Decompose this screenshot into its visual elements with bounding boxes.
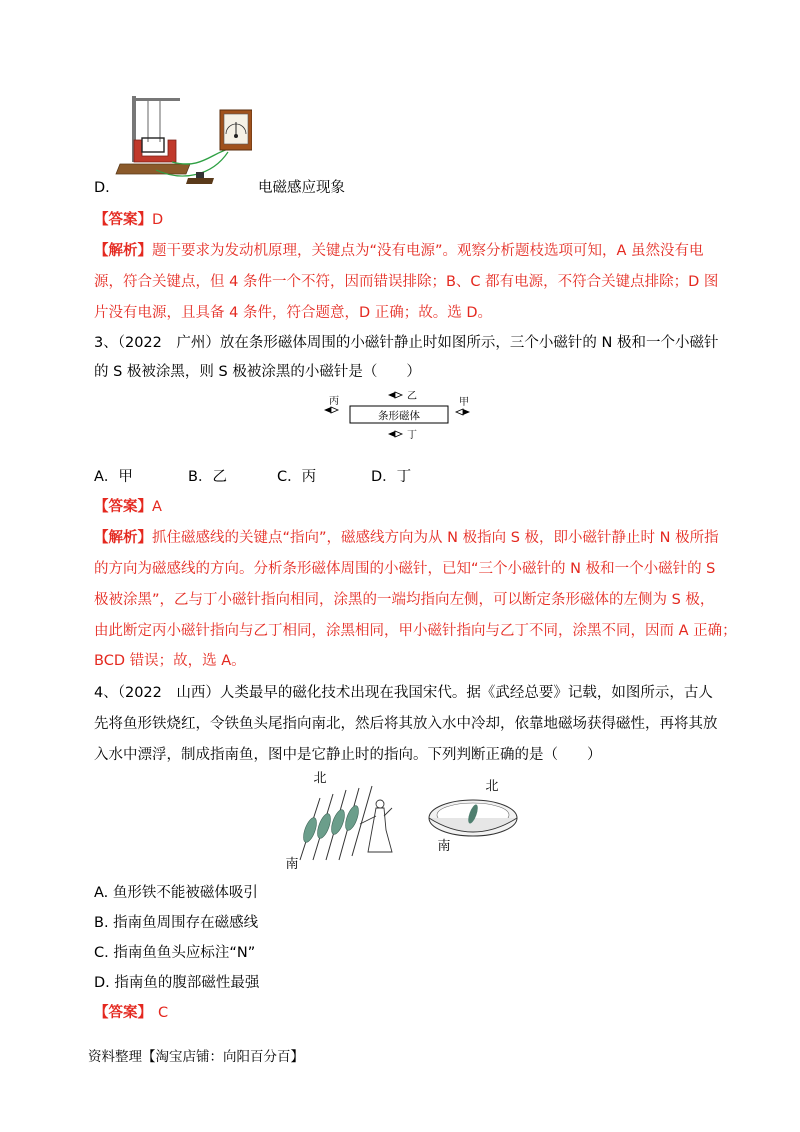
- q4-stem-line-3: 入水中漂浮，制成指南鱼，图中是它静止时的指向。下列判断正确的是（ ）: [94, 747, 602, 763]
- q4-stem-line-1: 4、（2022 山西）人类最早的磁化技术出现在我国宋代。据《武经总要》记载，如图所示，古人: [94, 685, 713, 701]
- q4-option-b: B. 指南鱼周围存在磁感线: [94, 915, 259, 931]
- analysis-text: 题干要求为发动机原理，关键点为“没有电源”。观察分析题枝选项可知，A 虽然没有电: [152, 243, 704, 259]
- q3-option-d: D．丁: [371, 469, 412, 485]
- q3-analysis-line-4: 由此断定丙小磁针指向与乙丁相同，涂黑相同，甲小磁针指向与乙丁不同，涂黑不同，因而 A 正确；: [94, 623, 737, 639]
- needle-jia-label: 甲: [459, 397, 469, 408]
- q3-analysis-line-1: [94, 528, 719, 548]
- bar-magnet-figure: [322, 388, 478, 448]
- analysis-label: 【解析】: [94, 530, 152, 546]
- q3-analysis-line-5: BCD 错误；故，选 A。: [94, 653, 246, 669]
- south-label-right: 南: [437, 839, 451, 854]
- answer-value: C: [158, 1005, 169, 1021]
- analysis-text: 抓住磁感线的关键点“指向”，磁感线方向为从 N 极指向 S 极，即小磁针静止时 N 极所指: [152, 530, 719, 546]
- north-label-left: 北: [313, 771, 327, 786]
- needle-ding-label: 丁: [407, 430, 417, 441]
- answer-label: 【答案】: [94, 499, 152, 515]
- south-label-left: 南: [285, 857, 299, 872]
- q2-option-d-caption: 电磁感应现象: [258, 180, 345, 196]
- answer-label: 【答案】: [94, 1005, 152, 1021]
- answer-label: 【答案】: [94, 212, 152, 228]
- q2-answer: [94, 210, 163, 230]
- ancient-person: [360, 800, 392, 852]
- q3-option-c: C．丙: [277, 469, 317, 485]
- analysis-label: 【解析】: [94, 243, 152, 259]
- needle-ding-white: [395, 431, 402, 437]
- south-pointing-fish-figure: [280, 768, 530, 874]
- q3-answer: [94, 497, 162, 517]
- generator-apparatus-drawing: [112, 90, 252, 190]
- footer-text: 资料整理【淘宝店铺：向阳百分百】: [88, 1049, 304, 1065]
- answer-value: D: [152, 212, 164, 228]
- needle-bing-white: [331, 407, 338, 413]
- q2-option-d-letter: D.: [94, 180, 110, 196]
- needle-yi-label: 乙: [407, 391, 417, 402]
- needle-yi-black: [388, 392, 395, 398]
- q4-stem-line-2: 先将鱼形铁烧红，令铁鱼头尾指向南北，然后将其放入水中冷却，依靠地磁场获得磁性，再将其放: [94, 716, 718, 732]
- q3-option-b: B．乙: [188, 469, 227, 485]
- north-label-right: 北: [485, 779, 499, 794]
- q2-analysis-line-2: 源，符合关键点，但 4 条件一个不符，因而错误排除；B、C 都有电源，不符合关键点排除；D 图: [94, 274, 719, 290]
- needle-jia-white: [456, 409, 463, 415]
- iron-fish-group: [301, 804, 361, 844]
- q3-analysis-line-2: 的方向为磁感线的方向。分析条形磁体周围的小磁针，已知“三个小磁针的 N 极和一个小磁针的 S: [94, 561, 716, 577]
- q2-analysis-line-3: 片没有电源，且具备 4 条件，符合题意，D 正确；故。选 D。: [94, 305, 492, 321]
- q4-option-a: A. 鱼形铁不能被磁体吸引: [94, 885, 258, 901]
- needle-jia-black: [463, 409, 470, 415]
- answer-value: A: [152, 499, 162, 515]
- q4-option-c: C. 指南鱼鱼头应标注“N”: [94, 945, 256, 961]
- generator-apparatus-figure: [112, 90, 252, 190]
- needle-ding-black: [388, 431, 395, 437]
- q4-option-d: D. 指南鱼的腹部磁性最强: [94, 975, 260, 991]
- q3-option-a: A．甲: [94, 469, 133, 485]
- q3-analysis-line-3: 极被涂黑”，乙与丁小磁针指向相同，涂黑的一端均指向左侧，可以断定条形磁体的左侧为 S 极，: [94, 592, 715, 608]
- q3-stem-line-2: 的 S 极被涂黑，则 S 极被涂黑的小磁针是（ ）: [94, 364, 421, 380]
- q4-answer: [94, 1003, 168, 1023]
- needle-bing-label: 丙: [329, 396, 339, 407]
- needle-bing-black: [324, 407, 331, 413]
- q3-stem-line-1: 3、（2022 广州）放在条形磁体周围的小磁针静止时如图所示，三个小磁针的 N 极和一个小磁针: [94, 335, 719, 351]
- q2-analysis-line-1: [94, 241, 704, 261]
- needle-yi-white: [395, 392, 402, 398]
- magnet-label: 条形磁体: [378, 410, 420, 422]
